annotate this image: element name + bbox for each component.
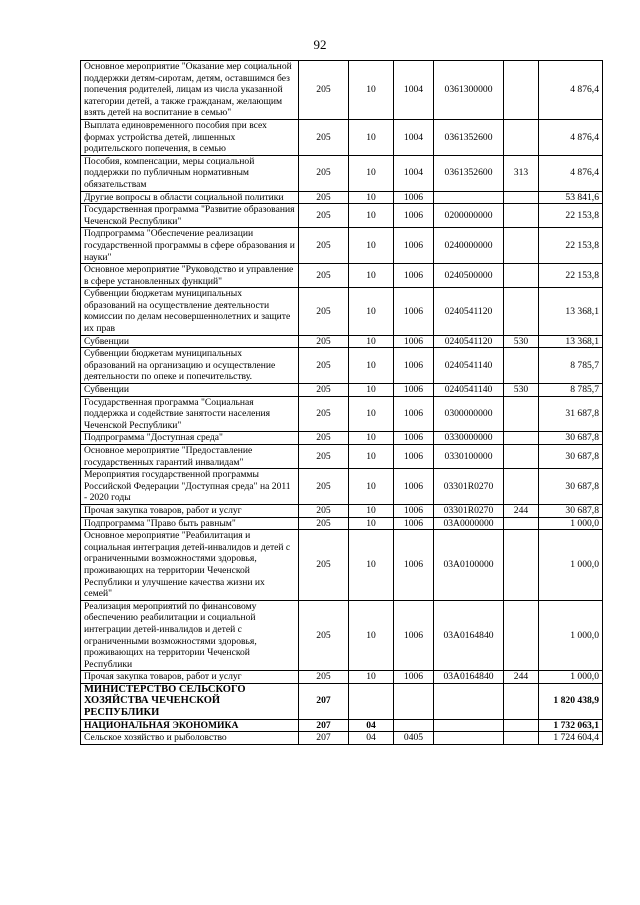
table-row [81, 719, 603, 732]
target-article-cell: 0330000000 [434, 432, 504, 445]
target-article-cell [434, 191, 504, 204]
amount-cell: 13 368,1 [539, 335, 603, 348]
ministry-code-cell: 205 [299, 61, 349, 120]
subsection-code-cell [394, 719, 434, 732]
table-row [81, 671, 603, 684]
target-article-cell: 0361352600 [434, 155, 504, 191]
amount-cell: 8 785,7 [539, 348, 603, 384]
subsection-code-cell: 1006 [394, 445, 434, 469]
ministry-code-cell: 205 [299, 335, 349, 348]
table-row [81, 204, 603, 228]
expense-type-cell: 244 [504, 671, 539, 684]
target-article-cell: 0240541140 [434, 384, 504, 397]
expense-type-cell [504, 432, 539, 445]
expense-type-cell [504, 469, 539, 505]
item-name-cell: МИНИСТЕРСТВО СЕЛЬСКОГО ХОЗЯЙСТВА ЧЕЧЕНСКОЙ РЕСПУБЛИКИ [81, 683, 299, 719]
amount-cell: 31 687,8 [539, 396, 603, 432]
expense-type-cell [504, 600, 539, 671]
section-code-cell: 10 [349, 61, 394, 120]
section-code-cell [349, 683, 394, 719]
ministry-code-cell: 205 [299, 600, 349, 671]
ministry-code-cell: 205 [299, 264, 349, 288]
amount-cell: 1 820 438,9 [539, 683, 603, 719]
subsection-code-cell: 1006 [394, 600, 434, 671]
ministry-code-cell: 205 [299, 288, 349, 335]
table-row [81, 228, 603, 264]
expense-type-cell [504, 119, 539, 155]
subsection-code-cell: 1006 [394, 191, 434, 204]
section-code-cell: 10 [349, 335, 394, 348]
target-article-cell: 03А0164840 [434, 600, 504, 671]
ministry-code-cell: 205 [299, 119, 349, 155]
subsection-code-cell: 1006 [394, 530, 434, 601]
page-number: 92 [313, 37, 327, 52]
item-name-cell: Субвенции бюджетам муниципальных образований на организацию и осуществление деятельности по опеке и попечительству. [81, 348, 299, 384]
item-name-cell: Прочая закупка товаров, работ и услуг [81, 504, 299, 517]
amount-cell: 30 687,8 [539, 469, 603, 505]
amount-cell: 13 368,1 [539, 288, 603, 335]
subsection-code-cell: 1006 [394, 517, 434, 530]
amount-cell: 30 687,8 [539, 445, 603, 469]
item-name-cell: НАЦИОНАЛЬНАЯ ЭКОНОМИКА [81, 719, 299, 732]
ministry-code-cell: 205 [299, 191, 349, 204]
item-name-cell: Субвенции [81, 384, 299, 397]
expense-type-cell [504, 517, 539, 530]
item-name-cell: Подпрограмма "Право быть равным" [81, 517, 299, 530]
item-name-cell: Основное мероприятие "Руководство и управление в сфере установленных функций" [81, 264, 299, 288]
expense-type-cell [504, 204, 539, 228]
table-row [81, 335, 603, 348]
target-article-cell: 0240541120 [434, 335, 504, 348]
section-code-cell: 10 [349, 348, 394, 384]
ministry-code-cell: 205 [299, 155, 349, 191]
amount-cell: 1 000,0 [539, 530, 603, 601]
amount-cell: 4 876,4 [539, 119, 603, 155]
target-article-cell: 03301R0270 [434, 504, 504, 517]
ministry-code-cell: 205 [299, 396, 349, 432]
section-code-cell: 10 [349, 228, 394, 264]
expense-type-cell [504, 228, 539, 264]
expense-type-cell [504, 191, 539, 204]
section-code-cell: 10 [349, 191, 394, 204]
section-code-cell: 10 [349, 384, 394, 397]
budget-table [80, 60, 603, 745]
subsection-code-cell: 1006 [394, 348, 434, 384]
subsection-code-cell: 1006 [394, 264, 434, 288]
item-name-cell: Субвенции [81, 335, 299, 348]
table-row [81, 348, 603, 384]
subsection-code-cell: 1006 [394, 469, 434, 505]
target-article-cell: 03А0164840 [434, 671, 504, 684]
table-row [81, 683, 603, 719]
amount-cell: 8 785,7 [539, 384, 603, 397]
section-code-cell: 10 [349, 600, 394, 671]
subsection-code-cell: 1004 [394, 61, 434, 120]
amount-cell: 53 841,6 [539, 191, 603, 204]
item-name-cell: Мероприятия государственной программы Российской Федерации "Доступная среда" на 2011 - 2020 годы [81, 469, 299, 505]
item-name-cell: Пособия, компенсации, меры социальной поддержки по публичным нормативным обязательствам [81, 155, 299, 191]
amount-cell: 1 000,0 [539, 671, 603, 684]
item-name-cell: Государственная программа "Социальная поддержка и содействие занятости населения Чеченской Республики" [81, 396, 299, 432]
table-row [81, 191, 603, 204]
ministry-code-cell: 205 [299, 228, 349, 264]
expense-type-cell [504, 264, 539, 288]
section-code-cell: 10 [349, 288, 394, 335]
section-code-cell: 10 [349, 504, 394, 517]
section-code-cell: 10 [349, 432, 394, 445]
item-name-cell: Подпрограмма "Обеспечение реализации государственной программы в сфере образования и науки" [81, 228, 299, 264]
item-name-cell: Другие вопросы в области социальной политики [81, 191, 299, 204]
item-name-cell: Подпрограмма "Доступная среда" [81, 432, 299, 445]
table-row [81, 469, 603, 505]
section-code-cell: 10 [349, 671, 394, 684]
section-code-cell: 10 [349, 530, 394, 601]
amount-cell: 22 153,8 [539, 204, 603, 228]
item-name-cell: Государственная программа "Развитие образования Чеченской Республики" [81, 204, 299, 228]
expense-type-cell [504, 445, 539, 469]
table-row [81, 530, 603, 601]
section-code-cell: 10 [349, 204, 394, 228]
subsection-code-cell: 1004 [394, 155, 434, 191]
expense-type-cell [504, 683, 539, 719]
subsection-code-cell: 1006 [394, 396, 434, 432]
table-row [81, 384, 603, 397]
table-row [81, 600, 603, 671]
amount-cell: 4 876,4 [539, 61, 603, 120]
amount-cell: 22 153,8 [539, 264, 603, 288]
amount-cell: 1 000,0 [539, 600, 603, 671]
ministry-code-cell: 205 [299, 204, 349, 228]
table-row [81, 119, 603, 155]
table-row [81, 445, 603, 469]
table-row [81, 504, 603, 517]
amount-cell: 1 732 063,1 [539, 719, 603, 732]
subsection-code-cell: 0405 [394, 732, 434, 745]
target-article-cell: 03301R0270 [434, 469, 504, 505]
expense-type-cell [504, 288, 539, 335]
target-article-cell [434, 683, 504, 719]
section-code-cell: 10 [349, 155, 394, 191]
section-code-cell: 04 [349, 732, 394, 745]
target-article-cell: 03А0000000 [434, 517, 504, 530]
ministry-code-cell: 205 [299, 432, 349, 445]
expense-type-cell [504, 719, 539, 732]
expense-type-cell [504, 732, 539, 745]
item-name-cell: Реализация мероприятий по финансовому обеспечению реабилитации и социальной интеграции детей-инвалидов и детей с ограниченными возможностями здоровья, проживающих на территории Чеченской Республики [81, 600, 299, 671]
ministry-code-cell: 207 [299, 719, 349, 732]
target-article-cell: 0240541140 [434, 348, 504, 384]
expense-type-cell [504, 348, 539, 384]
section-code-cell: 10 [349, 445, 394, 469]
amount-cell: 30 687,8 [539, 432, 603, 445]
target-article-cell: 03А0100000 [434, 530, 504, 601]
section-code-cell: 04 [349, 719, 394, 732]
subsection-code-cell: 1006 [394, 432, 434, 445]
target-article-cell: 0240541120 [434, 288, 504, 335]
item-name-cell: Основное мероприятие "Оказание мер социальной поддержки детям-сиротам, детям, оставшимся без попечения родителей, лицам из числа указанной категории детей, а также гражданам, желающим взять детей на воспитание в семью" [81, 61, 299, 120]
table-row [81, 288, 603, 335]
section-code-cell: 10 [349, 469, 394, 505]
ministry-code-cell: 205 [299, 348, 349, 384]
target-article-cell: 0330100000 [434, 445, 504, 469]
amount-cell: 4 876,4 [539, 155, 603, 191]
expense-type-cell: 313 [504, 155, 539, 191]
expense-type-cell: 244 [504, 504, 539, 517]
item-name-cell: Прочая закупка товаров, работ и услуг [81, 671, 299, 684]
section-code-cell: 10 [349, 264, 394, 288]
budget-table-body [81, 61, 603, 745]
target-article-cell: 0200000000 [434, 204, 504, 228]
ministry-code-cell: 207 [299, 683, 349, 719]
ministry-code-cell: 205 [299, 530, 349, 601]
ministry-code-cell: 205 [299, 469, 349, 505]
subsection-code-cell: 1004 [394, 119, 434, 155]
target-article-cell: 0361352600 [434, 119, 504, 155]
subsection-code-cell: 1006 [394, 504, 434, 517]
item-name-cell: Основное мероприятие "Предоставление государственных гарантий инвалидам" [81, 445, 299, 469]
target-article-cell: 0240500000 [434, 264, 504, 288]
item-name-cell: Выплата единовременного пособия при всех формах устройства детей, лишенных родительского попечения, в семью [81, 119, 299, 155]
subsection-code-cell: 1006 [394, 288, 434, 335]
target-article-cell: 0300000000 [434, 396, 504, 432]
item-name-cell: Сельское хозяйство и рыболовство [81, 732, 299, 745]
target-article-cell [434, 732, 504, 745]
subsection-code-cell: 1006 [394, 204, 434, 228]
expense-type-cell: 530 [504, 335, 539, 348]
section-code-cell: 10 [349, 119, 394, 155]
item-name-cell: Субвенции бюджетам муниципальных образований на осуществление деятельности комиссии по делам несовершеннолетних и защите их прав [81, 288, 299, 335]
table-row [81, 732, 603, 745]
ministry-code-cell: 205 [299, 671, 349, 684]
subsection-code-cell: 1006 [394, 228, 434, 264]
ministry-code-cell: 205 [299, 517, 349, 530]
subsection-code-cell: 1006 [394, 671, 434, 684]
ministry-code-cell: 205 [299, 445, 349, 469]
expense-type-cell [504, 61, 539, 120]
subsection-code-cell [394, 683, 434, 719]
table-row [81, 396, 603, 432]
subsection-code-cell: 1006 [394, 335, 434, 348]
expense-type-cell: 530 [504, 384, 539, 397]
target-article-cell: 0361300000 [434, 61, 504, 120]
table-row [81, 264, 603, 288]
ministry-code-cell: 205 [299, 504, 349, 517]
amount-cell: 1 724 604,4 [539, 732, 603, 745]
amount-cell: 1 000,0 [539, 517, 603, 530]
ministry-code-cell: 205 [299, 384, 349, 397]
section-code-cell: 10 [349, 517, 394, 530]
table-row [81, 432, 603, 445]
subsection-code-cell: 1006 [394, 384, 434, 397]
target-article-cell [434, 719, 504, 732]
section-code-cell: 10 [349, 396, 394, 432]
ministry-code-cell: 207 [299, 732, 349, 745]
table-row [81, 155, 603, 191]
item-name-cell: Основное мероприятие "Реабилитация и социальная интеграция детей-инвалидов и детей с ограниченными возможностями здоровья, проживающих на территории Чеченской Республики и улучшение качества жизни их семей" [81, 530, 299, 601]
table-row [81, 517, 603, 530]
amount-cell: 22 153,8 [539, 228, 603, 264]
expense-type-cell [504, 530, 539, 601]
table-row [81, 61, 603, 120]
target-article-cell: 0240000000 [434, 228, 504, 264]
amount-cell: 30 687,8 [539, 504, 603, 517]
expense-type-cell [504, 396, 539, 432]
